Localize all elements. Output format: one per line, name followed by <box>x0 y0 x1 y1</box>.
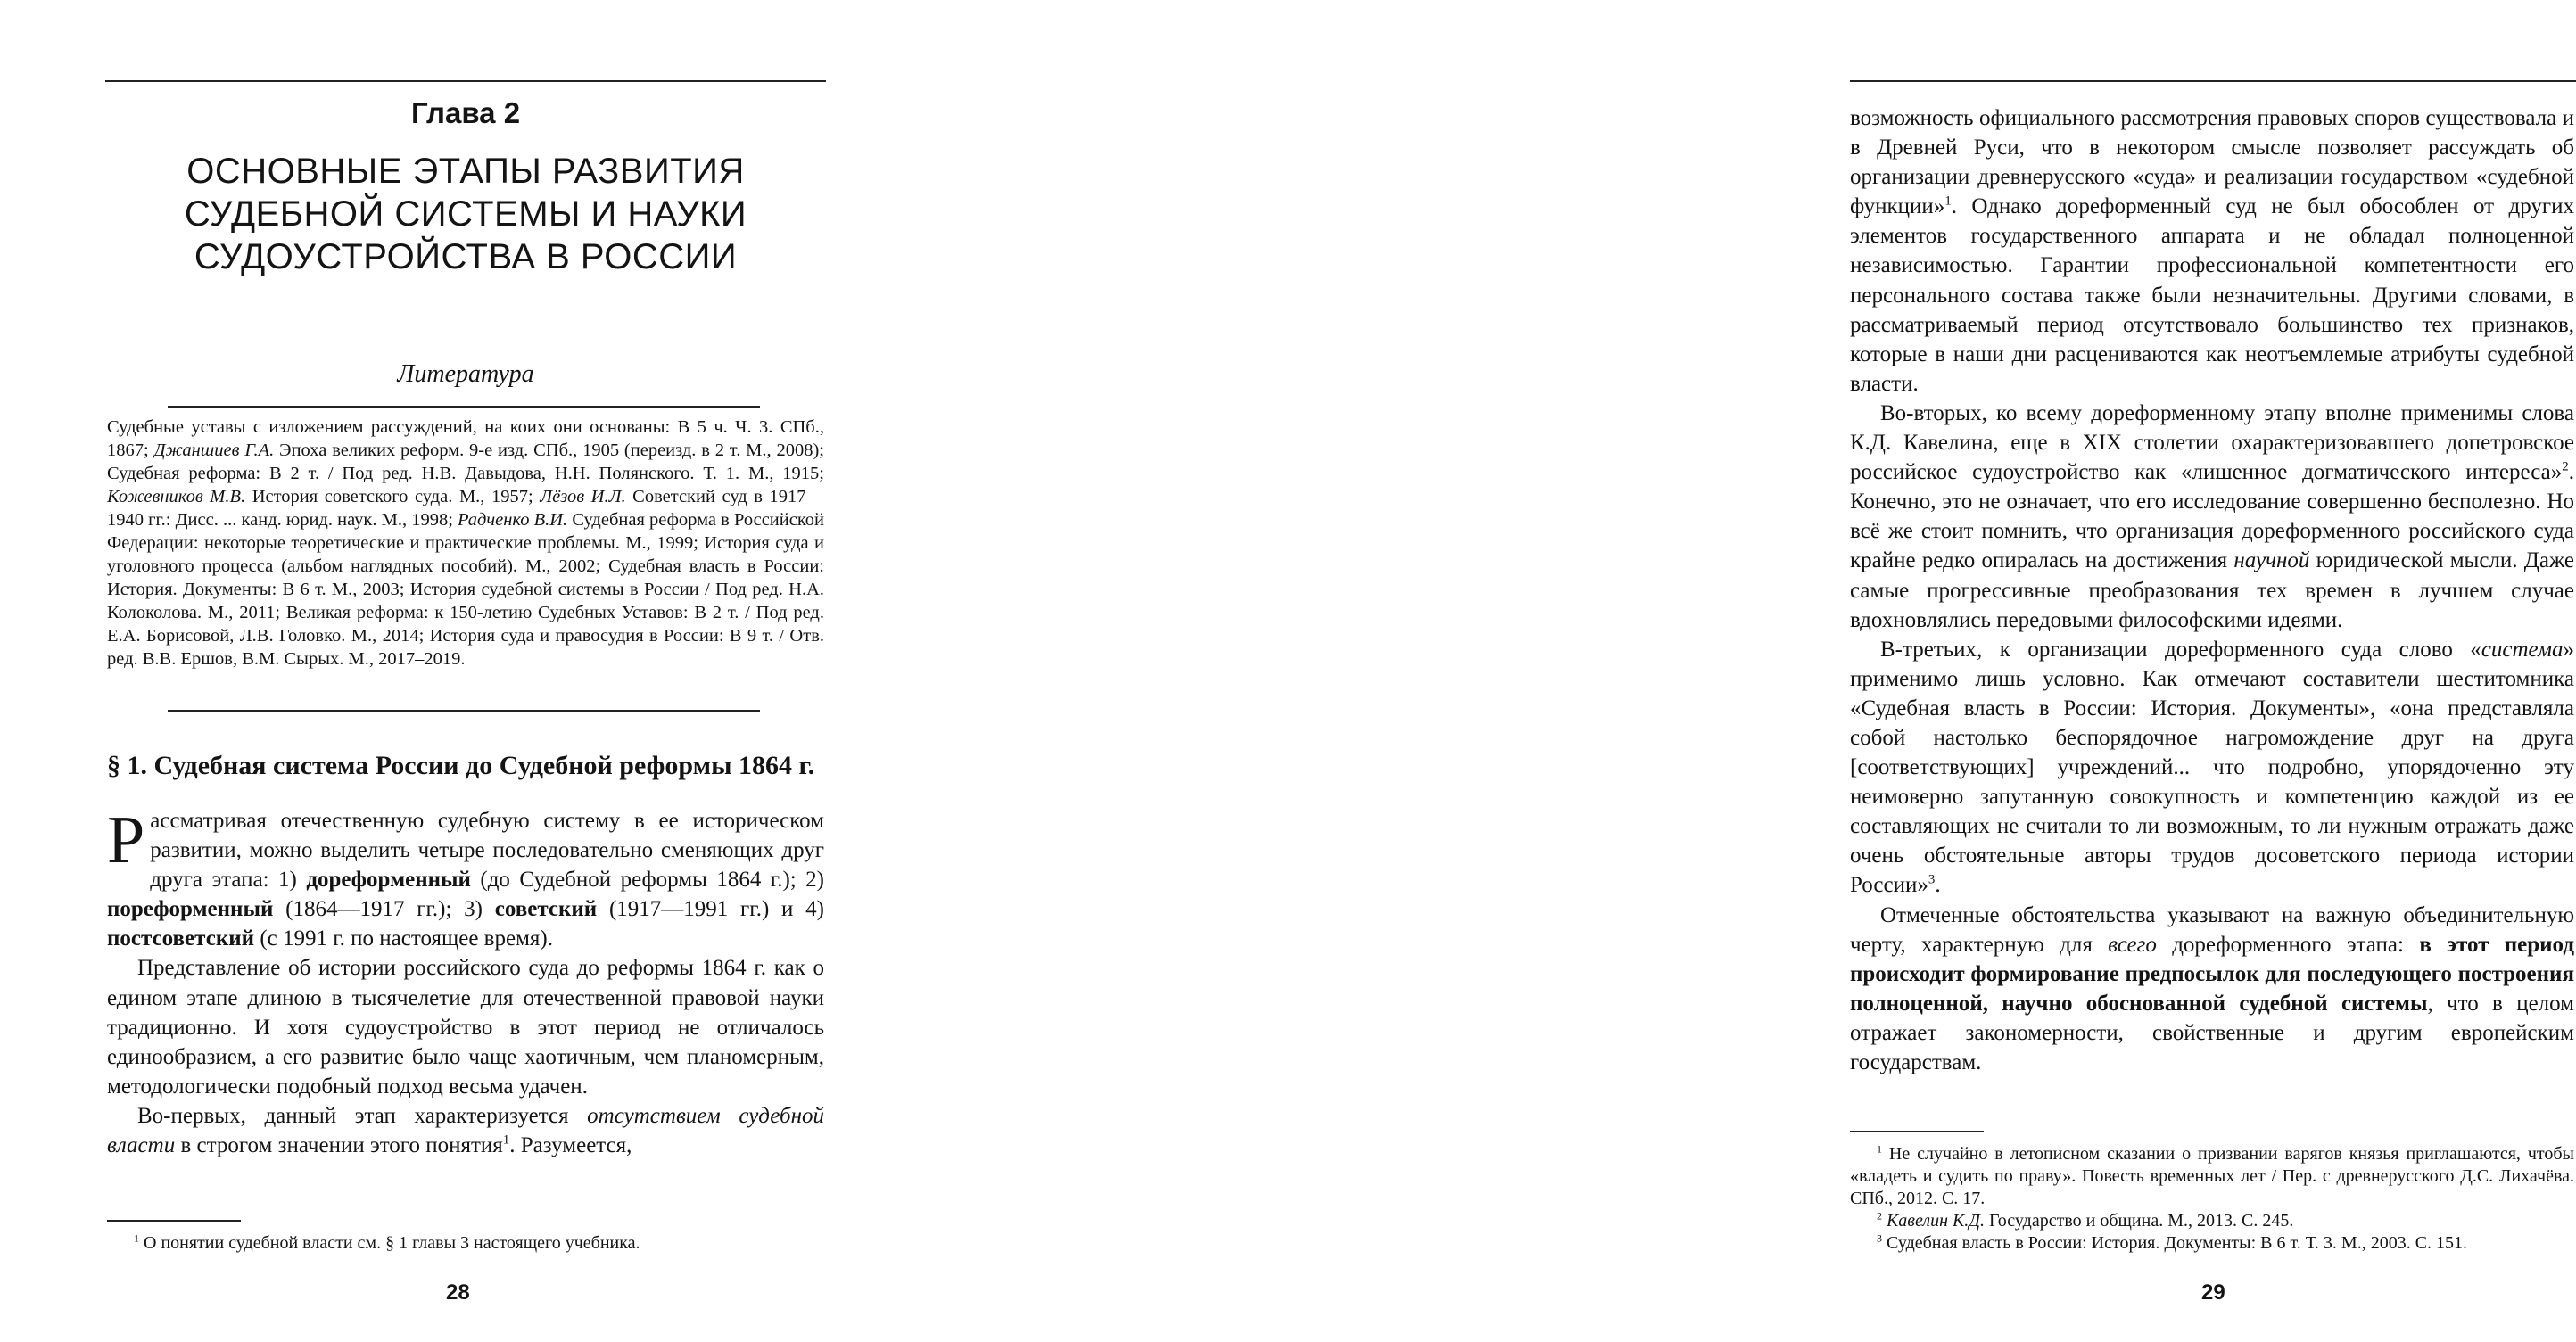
text-run: дореформенного этапа: <box>2156 932 2420 957</box>
text-run: возможность официального рассмотрения правовых споров существовала и в Древней Руси, что в некотором смысле позволяет рассуждать об организации древнерусского «суда» и реализации государством «судебной функции» <box>1850 106 2574 219</box>
text-run: (1917—1991 гг.) и 4) <box>597 897 825 922</box>
italic-text: всего <box>2108 932 2157 957</box>
footnote <box>1850 1232 2574 1255</box>
italic-text: система <box>2481 637 2564 662</box>
bold-text: пореформенный <box>107 897 274 922</box>
text-run: (с 1991 г. по настоящее время). <box>254 926 553 951</box>
literature-rule-bottom <box>168 710 760 712</box>
literature-list <box>107 416 824 671</box>
footnote-ref: 3 <box>1877 1231 1882 1245</box>
text-run: В-третьих, к организации дореформенного суда слово « <box>1880 637 2481 662</box>
text-run: О понятии судебной власти см. § 1 главы 3 настоящего учебника. <box>139 1233 640 1253</box>
text-run: Судебная власть в России: История. Документы: В 6 т. Т. 3. М., 2003. С. 151. <box>1882 1233 2468 1253</box>
text-run: , что в целом отражает закономерности, свойственные и другим европейским государствам. <box>1850 991 2574 1074</box>
text-run: Отмеченные обстоятельства указывают на важную объединительную черту, характерную для <box>1850 902 2574 957</box>
footnote-ref: 2 <box>2562 459 2569 474</box>
footnote-rule <box>107 1220 241 1222</box>
paragraph <box>1850 399 2574 635</box>
left-body-text <box>107 803 825 1160</box>
text-run: юридической мысли. Даже самые прогрессивные преобразования тех времен в лучшем случае вдохновлялись передовыми философскими идеями. <box>1850 548 2574 632</box>
italic-text: отсутствием судебной власти <box>107 1103 824 1158</box>
text-run: (1864—1917 гг.); 3) <box>273 897 495 922</box>
section-heading: § 1. Судебная система России до Судебной реформы 1864 г. <box>107 751 815 780</box>
drop-cap: Р <box>107 803 145 877</box>
italic-text: Джаншиев Г.А. <box>153 440 275 460</box>
left-footnotes <box>107 1232 824 1255</box>
footnote <box>1850 1210 2574 1232</box>
bold-text: дореформенный <box>306 868 471 893</box>
paragraph <box>1850 103 2574 399</box>
page-number: 28 <box>446 1280 470 1305</box>
left-page <box>0 0 892 1342</box>
bold-text: в этот период происходит формирование предпосылок для последующего построения полноценной, научно обоснованной судебной системы <box>1850 932 2574 1016</box>
text-run: Во-первых, данный этап характеризуется <box>137 1103 588 1128</box>
text-run: . Конечно, это не означает, что его исследование совершенно бесполезно. Но всё же стоит помнить, что организация дореформенного российского суда крайне редко опиралась на достижения <box>1850 460 2574 573</box>
text-run: в строгом значении этого понятия <box>175 1133 503 1158</box>
text-run: . Разумеется, <box>509 1133 632 1158</box>
top-rule <box>105 80 826 82</box>
text-run: Представление об истории российского суда до реформы 1864 г. как о едином этапе длиною в тысячелетие для отечественной правовой науки традиционно. И хотя судоустройство в этот период не отличалось единообразием, а его развитие было чаще хаотичным, чем планомерным, методологически подобный подход весьма удачен. <box>107 956 824 1099</box>
text-run: Не случайно в летописном сказании о призвании варягов князья приглашаются, чтобы «владеть и судить по праву». Повесть временных лет / Пер. с древнерусского Д.С. Лихачёва. СПб., 2012. С. 17. <box>1850 1144 2574 1208</box>
text-run: Советский суд в 1917—1940 гг.: Дисс. ... канд. юрид. наук. М., 1998; <box>107 487 824 530</box>
footnote-ref: 2 <box>1877 1209 1882 1223</box>
text-run: Судебные уставы с изложением рассуждений, на коих они основаны: В 5 ч. Ч. 3. СПб., 1867; <box>107 417 824 460</box>
paragraph <box>107 953 824 1100</box>
right-body-text <box>1850 103 2574 1077</box>
text-run: Эпоха великих реформ. 9-е изд. СПб., 1905 (переизд. в 2 т. М., 2008); Судебная реформа: В 2 т. / Под ред. Н.В. Давыдова, Н.Н. Полянского. Т. 1. М., 1915; <box>107 440 824 483</box>
text-run: Государство и община. М., 2013. С. 245. <box>1985 1211 2294 1231</box>
footnote-ref: 1 <box>502 1132 510 1148</box>
bold-text: постсоветский <box>107 926 255 951</box>
paragraph <box>1850 635 2574 901</box>
chapter-title-line: СУДОУСТРОЙСТВА В РОССИИ <box>194 237 738 276</box>
literature-heading: Литература <box>397 360 534 388</box>
text-run: (до Судебной реформы 1864 г.); 2) <box>470 868 825 893</box>
text-run: Во-вторых, ко всему дореформенному этапу вполне применимы слова К.Д. Кавелина, еще в XIX столетии охарактеризовавшего допетровское российское судоустройство как «лишенное догматического интереса» <box>1850 400 2574 485</box>
italic-text: научной <box>2233 548 2310 573</box>
paragraph <box>107 1101 824 1160</box>
page-number: 29 <box>2201 1280 2225 1305</box>
right-page <box>892 0 2574 1342</box>
chapter-title-line: СУДЕБНОЙ СИСТЕМЫ И НАУКИ <box>184 194 747 234</box>
footnote-ref: 1 <box>134 1231 139 1245</box>
italic-text: Кавелин К.Д. <box>1887 1211 1985 1231</box>
italic-text: Лёзов И.Л. <box>540 487 626 506</box>
footnote-ref: 1 <box>1944 193 1952 209</box>
paragraph-text <box>107 809 824 951</box>
text-run: Судебная реформа в Российской Федерации: некоторые теоретические и практические проблемы. М., 1999; История суда и уголовного процесса (альбом наглядных пособий). М., 2002; Судебная власть в России: История. Документы: В 6 т. М., 2003; История судебной системы в России / Под ред. Н.А. Колоколова. М., 2011; Великая реформа: к 150-летию Судебных Уставов: В 2 т. / Под ред. Е.А. Борисовой, Л.В. Головко. М., 2014; История суда и правосудия в России: В 9 т. / Отв. ред. В.В. Ершов, В.М. Сырых. М., 2017–2019. <box>107 510 824 669</box>
italic-text: Радченко В.И. <box>458 510 568 530</box>
bold-text: советский <box>494 897 598 922</box>
chapter-title <box>107 150 824 278</box>
text-run: ассматривая отечественную судебную систему в ее историческом развитии, можно выделить четыре последовательно сменяющих друг друга этапа: 1) <box>150 809 824 893</box>
footnote-ref: 1 <box>1877 1142 1882 1156</box>
text-run: История советского суда. М., 1957; <box>245 487 541 506</box>
chapter-label: Глава 2 <box>410 96 521 129</box>
paragraph <box>107 803 825 953</box>
literature-rule-top <box>168 406 760 408</box>
text-run: » применимо лишь условно. Как отмечают составители шеститомника «Судебная власть в России: История. Документы», «она представляла собой настолько беспорядочное нагромождение друг на друга [соответствующих] учреждений... что подробно, упорядоченно эту неимоверно запутанную совокупность и компетенцию каждой из ее составляющих не считали то ли возможным, то ли нужным отражать даже очень обстоятельные авторы трудов досоветского периода истории России» <box>1850 637 2574 898</box>
top-rule <box>1850 80 2576 82</box>
paragraph <box>1850 901 2574 1078</box>
footnote <box>107 1232 824 1255</box>
italic-text: Кожевников М.В. <box>107 487 246 506</box>
chapter-title-line: ОСНОВНЫЕ ЭТАПЫ РАЗВИТИЯ <box>186 152 745 191</box>
text-run: . <box>1935 873 1941 898</box>
text-run: . Однако дореформенный суд не был обособлен от других элементов государственного аппарата и не обладал полноценной независимостью. Гарантии профессиональной компетентности его персонального состава также были незначительны. Другими словами, в рассматриваемый период отсутствовало большинство тех признаков, которые в наши дни расцениваются как неотъемлемые атрибуты судебной власти. <box>1850 194 2574 396</box>
footnote-ref: 3 <box>1928 873 1936 888</box>
footnote-rule <box>1850 1131 1984 1132</box>
right-footnotes <box>1850 1143 2574 1255</box>
footnote <box>1850 1143 2574 1210</box>
